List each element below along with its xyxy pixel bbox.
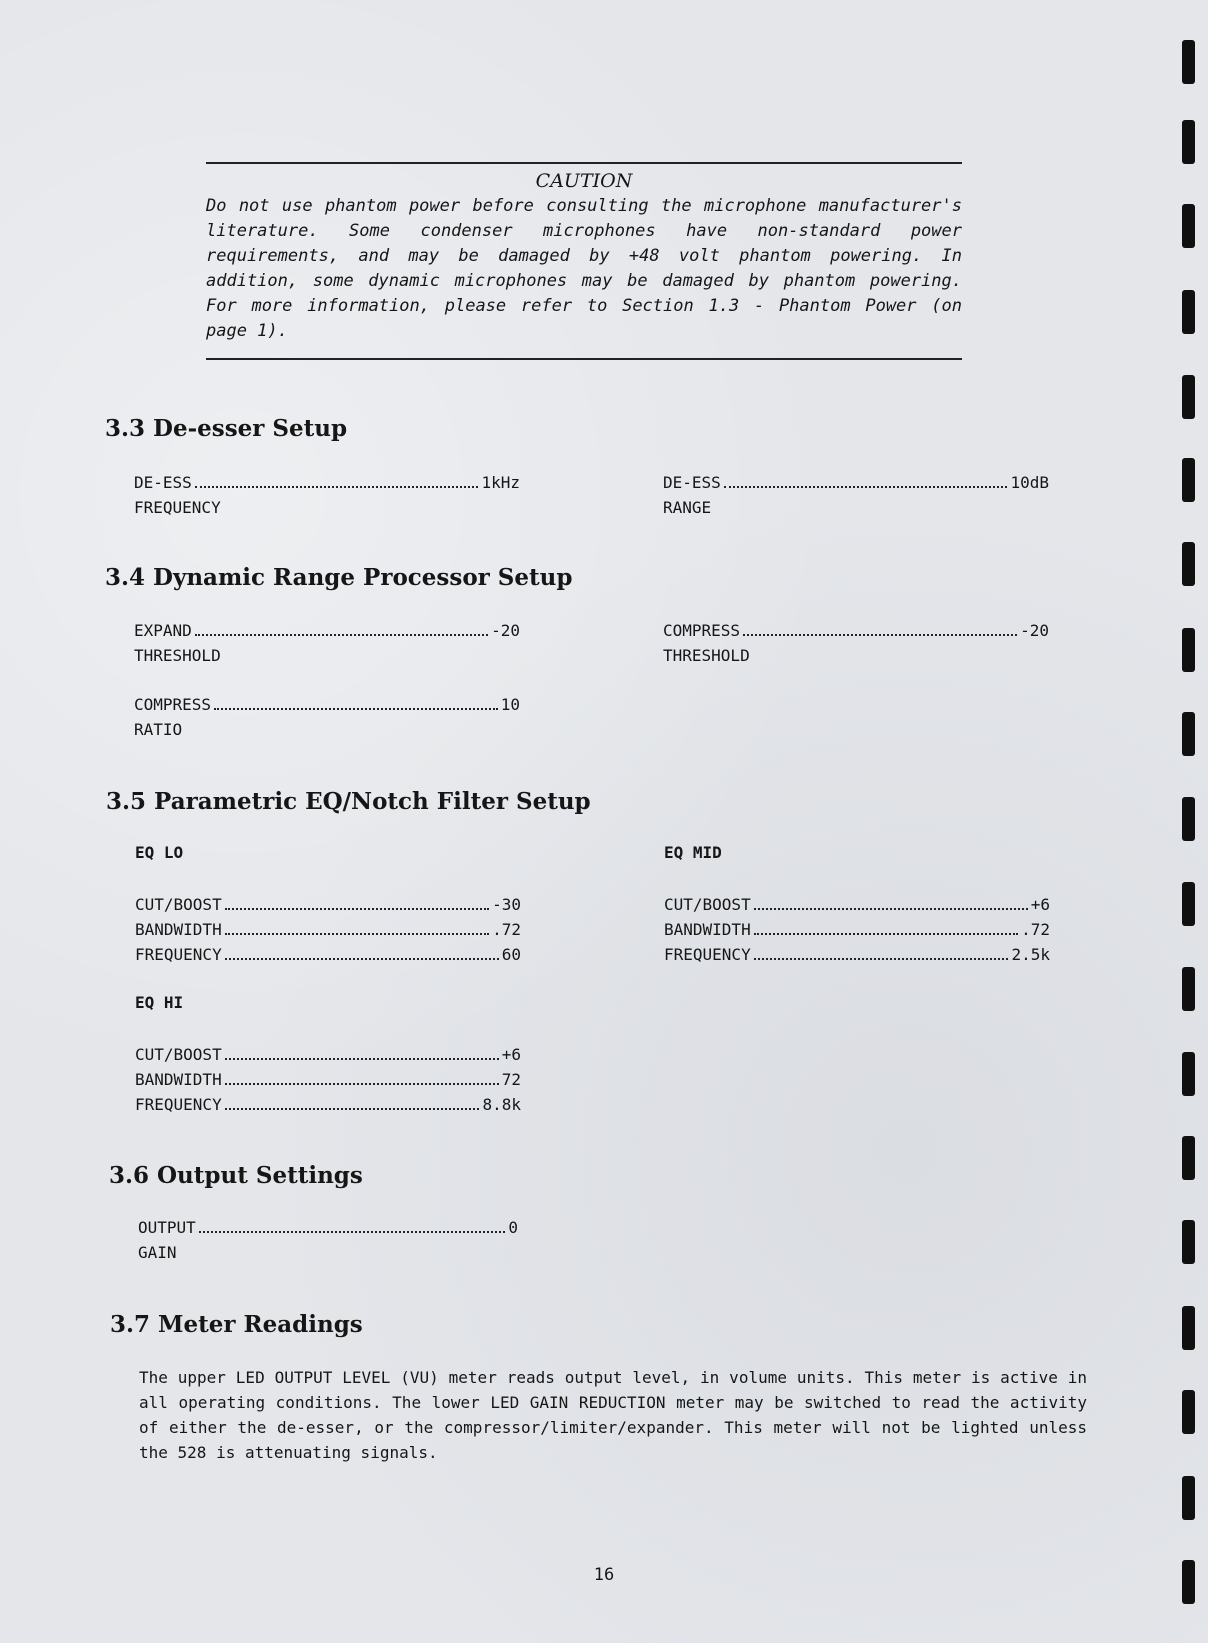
param-value: 60 xyxy=(501,945,521,964)
eq-param-row xyxy=(135,892,521,917)
section-heading-meter: 3.7 Meter Readings xyxy=(110,1311,363,1338)
param-subname: RATIO xyxy=(134,720,183,739)
param-name: BANDWIDTH xyxy=(135,1070,222,1089)
binding-hole xyxy=(1182,1136,1195,1180)
param-value: -30 xyxy=(492,895,521,914)
param-name: FREQUENCY xyxy=(135,945,222,964)
param-value: .72 xyxy=(1021,920,1050,939)
param-name: DE-ESS xyxy=(663,473,721,492)
leader-dots xyxy=(225,1108,480,1110)
param-output-gain xyxy=(138,1215,518,1265)
caution-box xyxy=(206,162,962,360)
binding-hole xyxy=(1182,797,1195,841)
eq-param-row xyxy=(664,892,1050,917)
param-name: DE-ESS xyxy=(134,473,192,492)
eq-hi-params xyxy=(135,1042,521,1117)
param-value: 1kHz xyxy=(481,473,520,492)
param-value: 0 xyxy=(508,1218,518,1237)
leader-dots xyxy=(225,958,499,960)
param-name: BANDWIDTH xyxy=(135,920,222,939)
leader-dots xyxy=(225,1083,499,1085)
param-name: CUT/BOOST xyxy=(135,895,222,914)
param-name: COMPRESS xyxy=(134,695,212,714)
param-subname: THRESHOLD xyxy=(663,646,750,665)
binding-hole xyxy=(1182,967,1195,1011)
binding-hole xyxy=(1182,628,1195,672)
eq-lo-title: EQ LO xyxy=(135,843,184,862)
binding-hole xyxy=(1182,204,1195,248)
param-name: BANDWIDTH xyxy=(664,920,751,939)
param-value: +6 xyxy=(501,1045,521,1064)
binding-hole xyxy=(1182,290,1195,334)
param-name: EXPAND xyxy=(134,621,192,640)
eq-lo-params xyxy=(135,892,521,967)
leader-dots xyxy=(225,933,489,935)
leader-dots xyxy=(225,908,489,910)
caution-title: CAUTION xyxy=(535,170,633,192)
binding-hole xyxy=(1182,458,1195,502)
leader-dots xyxy=(754,908,1028,910)
param-value: 8.8k xyxy=(482,1095,521,1114)
eq-param-row xyxy=(664,942,1050,967)
binding-hole xyxy=(1182,712,1195,756)
param-subname: GAIN xyxy=(138,1243,177,1262)
section-heading-eq: 3.5 Parametric EQ/Notch Filter Setup xyxy=(106,788,591,815)
leader-dots xyxy=(754,933,1018,935)
eq-param-row xyxy=(135,1042,521,1067)
param-value: 72 xyxy=(501,1070,521,1089)
eq-param-row xyxy=(135,942,521,967)
spiral-binding xyxy=(1182,40,1196,1640)
binding-hole xyxy=(1182,542,1195,586)
binding-hole xyxy=(1182,1390,1195,1434)
leader-dots xyxy=(199,1231,506,1233)
leader-dots xyxy=(754,958,1009,960)
binding-hole xyxy=(1182,120,1195,164)
param-name: CUT/BOOST xyxy=(664,895,751,914)
param-value: 10 xyxy=(500,695,520,714)
caution-text: Do not use phantom power before consulting the microphone manufacturer's literature. Some condenser microphones have non-standard power requirements, and may be damaged by +48 volt phantom powering. In addition, some dynamic microphones may be damaged by phantom powering. For more information, please refer to Section 1.3 - Phantom Power (on page 1). xyxy=(206,196,962,341)
param-value: 10dB xyxy=(1010,473,1049,492)
eq-param-row xyxy=(664,917,1050,942)
binding-hole xyxy=(1182,882,1195,926)
param-value: +6 xyxy=(1030,895,1050,914)
eq-mid-title: EQ MID xyxy=(664,843,722,862)
param-name: COMPRESS xyxy=(663,621,741,640)
param-subname: FREQUENCY xyxy=(134,498,221,517)
eq-hi-title: EQ HI xyxy=(135,993,184,1012)
leader-dots xyxy=(214,708,498,710)
section-heading-dynamics: 3.4 Dynamic Range Processor Setup xyxy=(105,564,573,591)
param-subname: THRESHOLD xyxy=(134,646,221,665)
section-heading-output: 3.6 Output Settings xyxy=(109,1162,363,1189)
param-deess-range xyxy=(663,470,1049,520)
meter-description: The upper LED OUTPUT LEVEL (VU) meter reads output level, in volume units. This meter is active in all operating conditions. The lower LED GAIN REDUCTION meter may be switched to read the activity of either the de-esser, or the compressor/limiter/expander. This meter will not be lighted unless the 528 is attenuating signals. xyxy=(139,1368,1087,1462)
param-compress-threshold xyxy=(663,618,1049,668)
binding-hole xyxy=(1182,1052,1195,1096)
param-value: 2.5k xyxy=(1011,945,1050,964)
eq-mid-params xyxy=(664,892,1050,967)
param-value: -20 xyxy=(491,621,520,640)
binding-hole xyxy=(1182,1476,1195,1520)
binding-hole xyxy=(1182,40,1195,84)
param-name: CUT/BOOST xyxy=(135,1045,222,1064)
leader-dots xyxy=(195,634,488,636)
binding-hole xyxy=(1182,1306,1195,1350)
param-subname: RANGE xyxy=(663,498,712,517)
leader-dots xyxy=(195,486,479,488)
binding-hole xyxy=(1182,375,1195,419)
binding-hole xyxy=(1182,1220,1195,1264)
page-number: 16 xyxy=(593,1565,615,1585)
eq-param-row xyxy=(135,1067,521,1092)
param-name: FREQUENCY xyxy=(664,945,751,964)
leader-dots xyxy=(743,634,1017,636)
param-name: FREQUENCY xyxy=(135,1095,222,1114)
eq-param-row xyxy=(135,1092,521,1117)
leader-dots xyxy=(724,486,1008,488)
param-compress-ratio xyxy=(134,692,520,742)
param-value: .72 xyxy=(492,920,521,939)
param-deess-frequency xyxy=(134,470,520,520)
leader-dots xyxy=(225,1058,499,1060)
section-heading-deesser: 3.3 De-esser Setup xyxy=(105,415,348,442)
eq-param-row xyxy=(135,917,521,942)
param-expand-threshold xyxy=(134,618,520,668)
param-value: -20 xyxy=(1020,621,1049,640)
param-name: OUTPUT xyxy=(138,1218,196,1237)
